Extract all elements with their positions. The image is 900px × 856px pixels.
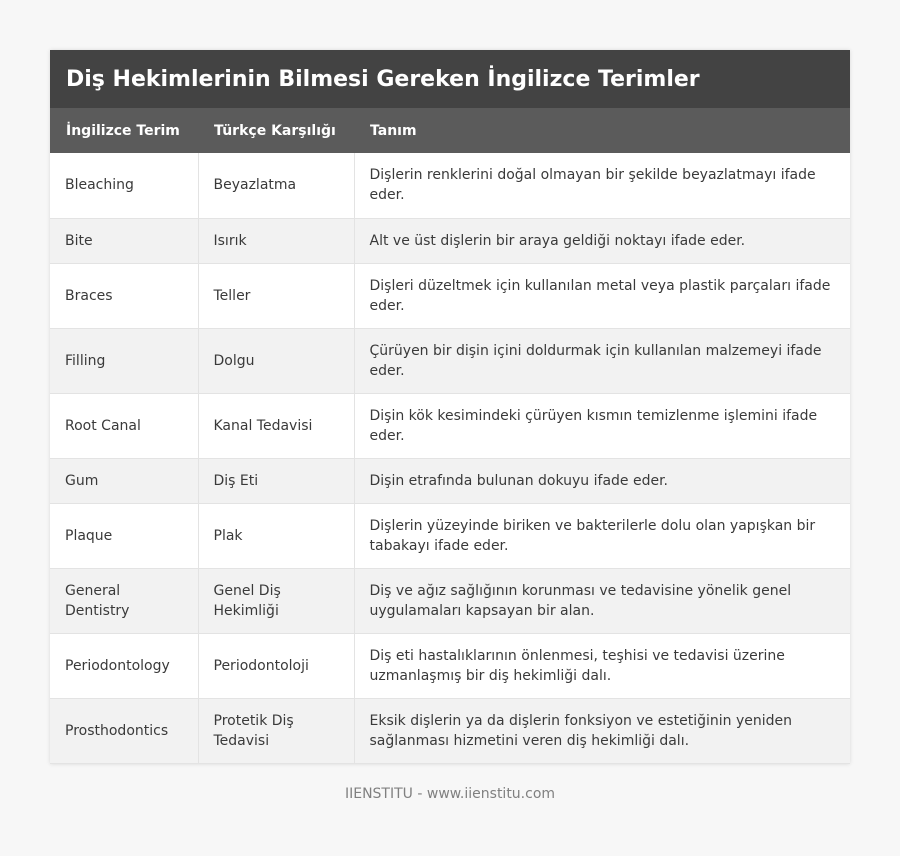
english-term-cell: Bite (50, 218, 198, 263)
turkish-term-cell: Periodontoloji (198, 633, 354, 698)
table-row (50, 263, 850, 328)
table-row (50, 393, 850, 458)
definition-cell: Eksik dişlerin ya da dişlerin fonksiyon ve estetiğinin yeniden sağlanması hizmetini veren diş hekimliği dalı. (354, 698, 850, 763)
table-row (50, 568, 850, 633)
definition-cell: Dişlerin renklerini doğal olmayan bir şekilde beyazlatmayı ifade eder. (354, 153, 850, 218)
english-term-cell: Plaque (50, 503, 198, 568)
table-row (50, 328, 850, 393)
turkish-term-cell: Protetik Diş Tedavisi (198, 698, 354, 763)
table-row (50, 218, 850, 263)
header-row (50, 108, 850, 153)
terms-table (50, 108, 850, 764)
definition-cell: Dişleri düzeltmek için kullanılan metal veya plastik parçaları ifade eder. (354, 263, 850, 328)
header-turkish-equivalent: Türkçe Karşılığı (198, 108, 354, 153)
turkish-term-cell: Teller (198, 263, 354, 328)
header-definition: Tanım (354, 108, 850, 153)
table-row (50, 698, 850, 763)
turkish-term-cell: Beyazlatma (198, 153, 354, 218)
terms-card (50, 50, 850, 764)
turkish-term-cell: Isırık (198, 218, 354, 263)
definition-cell: Dişlerin yüzeyinde biriken ve bakterilerle dolu olan yapışkan bir tabakayı ifade eder. (354, 503, 850, 568)
english-term-cell: Filling (50, 328, 198, 393)
header-english-term: İngilizce Terim (50, 108, 198, 153)
english-term-cell: Prosthodontics (50, 698, 198, 763)
english-term-cell: Gum (50, 458, 198, 503)
table-row (50, 458, 850, 503)
turkish-term-cell: Plak (198, 503, 354, 568)
turkish-term-cell: Genel Diş Hekimliği (198, 568, 354, 633)
definition-cell: Diş ve ağız sağlığının korunması ve tedavisine yönelik genel uygulamaları kapsayan bir alan. (354, 568, 850, 633)
table-row (50, 503, 850, 568)
turkish-term-cell: Kanal Tedavisi (198, 393, 354, 458)
definition-cell: Alt ve üst dişlerin bir araya geldiği noktayı ifade eder. (354, 218, 850, 263)
english-term-cell: Root Canal (50, 393, 198, 458)
english-term-cell: Periodontology (50, 633, 198, 698)
english-term-cell: Bleaching (50, 153, 198, 218)
definition-cell: Dişin etrafında bulunan dokuyu ifade eder. (354, 458, 850, 503)
turkish-term-cell: Dolgu (198, 328, 354, 393)
english-term-cell: General Dentistry (50, 568, 198, 633)
table-row (50, 153, 850, 218)
table-title: Diş Hekimlerinin Bilmesi Gereken İngilizce Terimler (50, 50, 850, 108)
english-term-cell: Braces (50, 263, 198, 328)
definition-cell: Dişin kök kesimindeki çürüyen kısmın temizlenme işlemini ifade eder. (354, 393, 850, 458)
table-row (50, 633, 850, 698)
footer-credit: IIENSTITU - www.iienstitu.com (344, 786, 556, 802)
definition-cell: Diş eti hastalıklarının önlenmesi, teşhisi ve tedavisi üzerine uzmanlaşmış bir diş hekimliği dalı. (354, 633, 850, 698)
turkish-term-cell: Diş Eti (198, 458, 354, 503)
definition-cell: Çürüyen bir dişin içini doldurmak için kullanılan malzemeyi ifade eder. (354, 328, 850, 393)
